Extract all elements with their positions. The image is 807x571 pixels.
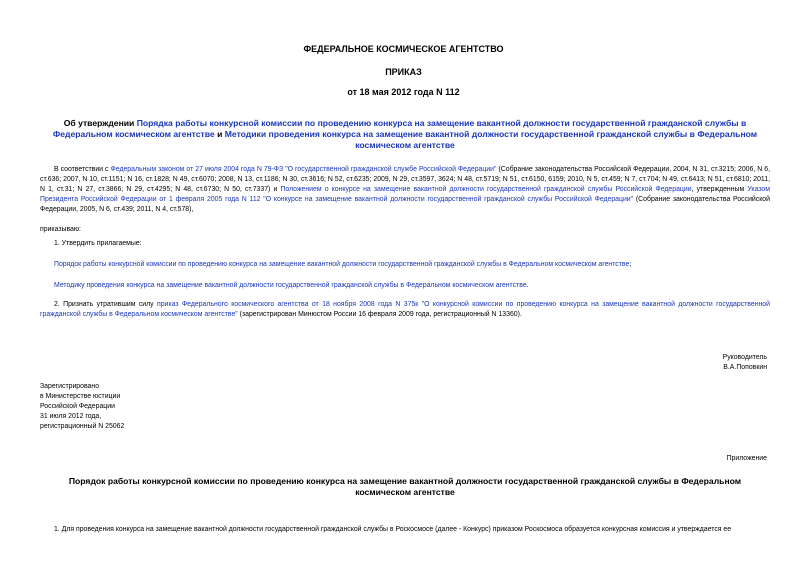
registration-line: регистрационный N 25062 — [40, 423, 125, 430]
annex-title: Порядок работы конкурсной комиссии по проведению конкурса на замещение вакантной должности государственной гражданской службы в Федеральном космическом агентстве — [68, 476, 742, 497]
link-president-decree[interactable]: Указом Президента Российской Федерации от 1 февраля 2005 года N 112 "О конкурсе на замещение вакантной должности государственной гражданской службы Российской Федерации" — [40, 186, 770, 203]
approved-procedure — [40, 260, 770, 270]
order-word: приказываю: — [40, 226, 81, 233]
item-2 — [40, 300, 770, 320]
item-2-text-1: 2. Признать утратившим силу — [54, 301, 158, 308]
item-1: 1. Утвердить прилагаемые: — [54, 240, 142, 247]
annex-paragraph-1: 1. Для проведения конкурса на замещение вакантной должности государственной гражданской службы в Роскосмосе (далее - Конкурс) приказом Роскосмоса образуется конкурсная комиссия и утверждается ее — [54, 526, 732, 533]
basis-text-2: (Собрание законодательства Российской Федерации, 2004, N 31, ст.3215; 2006, N 6, ст.636; 2007, N 10, ст.1151; N 16, ст.1828; N 49, ст.6070; 2008, N 13, ст.1186; N 30, ст.3616; N 52, ст.6235; 2009, N 29, ст.3597, 3624; N 48, ст.5719; N 51, ст.6150, 6159; 2010, N 5, ст.459; N 7, ст.704; N 49, ст.6413; N 51, ст.6810; 2011, N 1, ст.31; N 27, ст.3866; N 29, ст.4295; N 48, ст.6730; N 50, ст.7337) и — [40, 166, 770, 193]
signature-block — [723, 353, 767, 373]
link-approved-procedure[interactable]: Порядок работы конкурсной комиссии по проведению конкурса на замещение вакантной должности государственной гражданской службы в Федеральном космическом агентстве — [54, 261, 630, 268]
title-middle: и — [214, 129, 225, 139]
separator: ; — [629, 261, 632, 268]
basis-paragraph — [40, 165, 770, 215]
link-regulation[interactable]: Положением о конкурсе на замещение вакантной должности государственной гражданской службы Российской Федерации — [280, 186, 692, 193]
registration-line: в Министерстве юстиции — [40, 393, 121, 400]
registration-line: Зарегистрировано — [40, 383, 100, 390]
link-repealed-order[interactable]: приказ Федерального космического агентства от 18 ноября 2008 года N 375к "О конкурсной комиссии по проведению конкурса на замещение вакантной должности государственной гражданской службы в Федеральном космическом агентстве" — [40, 301, 770, 318]
item-2-text-2: (зарегистрирован Минюстом России 16 февраля 2009 года, регистрационный N 13360). — [237, 311, 522, 318]
basis-text-3: , утвержденным — [691, 186, 748, 193]
basis-text-1: В соответствии с — [54, 166, 111, 173]
document-date: от 18 мая 2012 года N 112 — [347, 87, 460, 97]
registration-line: 31 июля 2012 года, — [40, 413, 102, 420]
approved-methodology — [40, 281, 770, 291]
title-link-procedure[interactable]: Порядка работы конкурсной комиссии по проведению конкурса на замещение вакантной должности государственной гражданской службы в Федеральном космическом агентстве — [52, 118, 747, 139]
document-title — [40, 118, 770, 151]
signer-name: В.А.Поповкин — [723, 364, 767, 371]
title-link-methodology[interactable]: Методики проведения конкурса на замещение вакантной должности государственной гражданской службы в Федеральном космическом агентстве — [224, 129, 758, 150]
separator: . — [526, 282, 529, 289]
title-prefix: Об утверждении — [63, 118, 137, 128]
basis-text-4: (Собрание законодательства Российской Федерации, 2005, N 6, ст.439; 2011, N 4, ст.578), — [40, 196, 770, 213]
registration-block — [40, 382, 124, 432]
registration-line: Российской Федерации — [40, 403, 115, 410]
annex-label: Приложение — [726, 455, 767, 462]
agency-name: ФЕДЕРАЛЬНОЕ КОСМИЧЕСКОЕ АГЕНТСТВО — [303, 44, 504, 54]
document-type: ПРИКАЗ — [385, 67, 422, 77]
signer-position: Руководитель — [722, 354, 767, 361]
link-approved-methodology[interactable]: Методику проведения конкурса на замещение вакантной должности государственной гражданской службы в Федеральном космическом агентстве — [54, 282, 527, 289]
link-federal-law[interactable]: Федеральным законом от 27 июля 2004 года N 79-ФЗ "О государственной гражданской службе Российской Федерации" — [110, 166, 497, 173]
